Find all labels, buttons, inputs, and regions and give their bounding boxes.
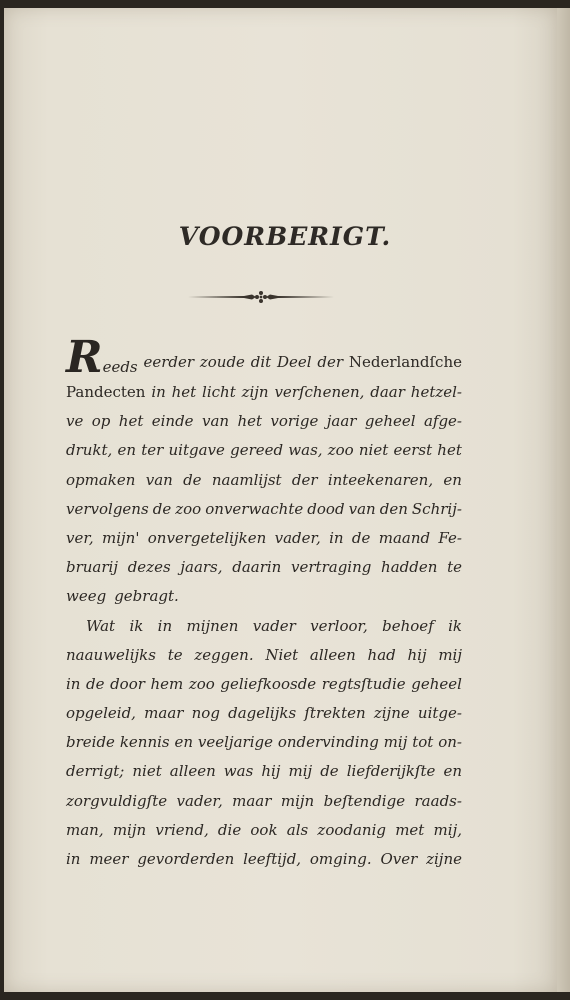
word: te: [447, 558, 462, 577]
word: te: [167, 645, 183, 664]
word: zorgvuldigſte: [66, 791, 168, 810]
word: dood: [307, 499, 345, 518]
word: de: [320, 762, 339, 781]
word: had: [367, 645, 396, 664]
word: zijne: [373, 704, 410, 723]
word: niet: [358, 441, 389, 460]
word: niet: [132, 762, 162, 781]
word: jaars,: [180, 558, 223, 577]
drop-cap: R: [66, 332, 103, 383]
word: en: [443, 470, 462, 489]
word: het: [437, 441, 462, 460]
word: mij: [438, 645, 462, 664]
word: de: [351, 528, 371, 547]
word: der: [291, 470, 318, 489]
word: zeggen.: [194, 645, 254, 664]
word: dit: [250, 353, 272, 371]
word: de: [183, 470, 202, 489]
word: kennis: [119, 733, 170, 752]
word: Deel: [276, 353, 312, 371]
word: vader: [252, 616, 296, 635]
word: afge-: [423, 412, 462, 431]
word: op: [91, 412, 111, 431]
word: zoodanig: [317, 820, 386, 839]
word: en: [443, 762, 462, 781]
word: onvergetelijken: [147, 528, 267, 547]
word: het: [171, 383, 197, 401]
word: en: [117, 441, 137, 460]
word: maar: [232, 791, 272, 810]
word: in: [151, 383, 166, 401]
word: leeftijd,: [243, 850, 302, 868]
text-line: [66, 845, 462, 874]
word: in: [66, 674, 81, 693]
word: vader,: [176, 791, 223, 810]
word: Pandecten: [66, 383, 146, 401]
word: de: [152, 499, 172, 518]
text-line: [66, 787, 462, 816]
word: zoo: [327, 441, 354, 460]
word: mijnen: [186, 616, 239, 635]
word: zoo: [188, 674, 215, 693]
word: dagelijks: [228, 704, 297, 723]
word: ondervinding: [277, 733, 379, 752]
word: geheel: [411, 674, 462, 693]
text-line: [66, 495, 462, 524]
word: breide: [66, 733, 115, 752]
word: eeds: [102, 358, 138, 376]
word: raads-: [414, 791, 462, 810]
word: vervolgens: [66, 499, 149, 518]
word: meer: [89, 850, 129, 868]
text-line: [66, 466, 462, 495]
word: onverwachte: [205, 499, 304, 518]
word: uitge-: [417, 704, 462, 723]
word: mijn: [112, 820, 147, 839]
word: jaar: [326, 412, 357, 431]
word: maand: [378, 528, 431, 547]
text-line: [66, 757, 462, 786]
word: Fe-: [438, 528, 462, 547]
word: hij: [261, 762, 281, 781]
word: met: [395, 820, 425, 839]
text-line: [66, 699, 462, 728]
word: vader,: [274, 528, 321, 547]
word: den: [379, 499, 408, 518]
word: van: [145, 470, 173, 489]
word: alleen: [169, 762, 216, 781]
word: van: [348, 499, 376, 518]
word: was: [223, 762, 254, 781]
word: eerst: [393, 441, 433, 460]
word: bruarij: [66, 558, 118, 577]
word: omging.: [309, 850, 372, 868]
word: ver,: [66, 528, 94, 547]
word: Nederlandſche: [348, 353, 462, 371]
word: vorige: [270, 412, 319, 431]
word: mijn: [280, 791, 315, 810]
text-line: [66, 332, 462, 383]
word: inteekenaren,: [327, 470, 434, 489]
word: ve: [66, 412, 84, 431]
text-line: [66, 582, 462, 611]
word: eerder: [143, 353, 195, 371]
word: opgeleid,: [66, 704, 136, 723]
word: van: [201, 412, 230, 431]
word: mij: [288, 762, 313, 781]
word: ſtrekten: [304, 704, 366, 723]
word: behoef: [382, 616, 434, 635]
word: geliefkoosde: [220, 674, 317, 693]
word: man,: [66, 820, 104, 839]
word: zoude: [199, 353, 245, 371]
word: in: [66, 850, 81, 868]
word: Over: [380, 850, 418, 868]
word: gevorderden: [137, 850, 235, 868]
page-edge: [557, 8, 570, 992]
word: die: [217, 820, 242, 839]
text-line: [66, 728, 462, 757]
word: in: [157, 616, 173, 635]
word: gebragt.: [114, 587, 179, 606]
drop-cap-word: [66, 332, 138, 383]
word: ter: [141, 441, 164, 460]
text-line: [66, 670, 462, 699]
word: Niet: [265, 645, 299, 664]
text-line: [66, 641, 462, 670]
word: mij,: [433, 820, 462, 839]
word: opmaken: [66, 470, 136, 489]
page-title: VOORBERIGT.: [178, 222, 392, 251]
word: in: [329, 528, 344, 547]
text-line: [66, 378, 462, 407]
word: was,: [288, 441, 323, 460]
word: vertraging: [291, 558, 372, 577]
text-line: [66, 436, 462, 465]
word: ik: [448, 616, 462, 635]
ornament-divider: [186, 288, 336, 306]
word: nog: [191, 704, 220, 723]
word: beſtendige: [323, 791, 406, 810]
word: der: [317, 353, 344, 371]
text-line: [66, 816, 462, 845]
word: tot: [412, 733, 434, 752]
word: liefderijkſte: [346, 762, 436, 781]
word: als: [286, 820, 309, 839]
body-text: [66, 332, 462, 874]
word: alleen: [309, 645, 356, 664]
word: on-: [438, 733, 462, 752]
word: zoo: [175, 499, 202, 518]
word: hij: [407, 645, 427, 664]
word: gereed: [230, 441, 284, 460]
word: weeg: [66, 587, 107, 606]
word: Wat: [86, 616, 116, 635]
word: einde: [151, 412, 194, 431]
word: ik: [129, 616, 144, 635]
word: daar: [370, 383, 405, 401]
word: mijn': [101, 528, 140, 547]
word: Schrij-: [411, 499, 462, 518]
word: vriend,: [155, 820, 209, 839]
text-line: [66, 407, 462, 436]
word: de: [86, 674, 105, 693]
text-line: [66, 553, 462, 582]
word: verloor,: [310, 616, 368, 635]
word: het: [237, 412, 263, 431]
word: mij: [383, 733, 408, 752]
word: ook: [250, 820, 278, 839]
word: zijn: [241, 383, 269, 401]
word: naauwelijks: [66, 645, 156, 664]
word: regtsſtudie: [321, 674, 406, 693]
word: veeljarige: [197, 733, 273, 752]
text-line: [66, 524, 462, 553]
word: licht: [202, 383, 236, 401]
word: hem: [150, 674, 184, 693]
word: hetzel-: [410, 383, 462, 401]
word: door: [110, 674, 145, 693]
word: zijne: [426, 850, 462, 868]
text-line: [66, 612, 462, 641]
word: daarin: [232, 558, 282, 577]
word: derrigt;: [66, 762, 125, 781]
word: hadden: [381, 558, 438, 577]
word: en: [174, 733, 194, 752]
word: naamlijst: [211, 470, 282, 489]
word: dezes: [127, 558, 171, 577]
word: geheel: [364, 412, 416, 431]
word: het: [118, 412, 144, 431]
word: drukt,: [66, 441, 113, 460]
word: uitgave: [168, 441, 225, 460]
word: maar: [144, 704, 184, 723]
word: verſchenen,: [274, 383, 365, 401]
